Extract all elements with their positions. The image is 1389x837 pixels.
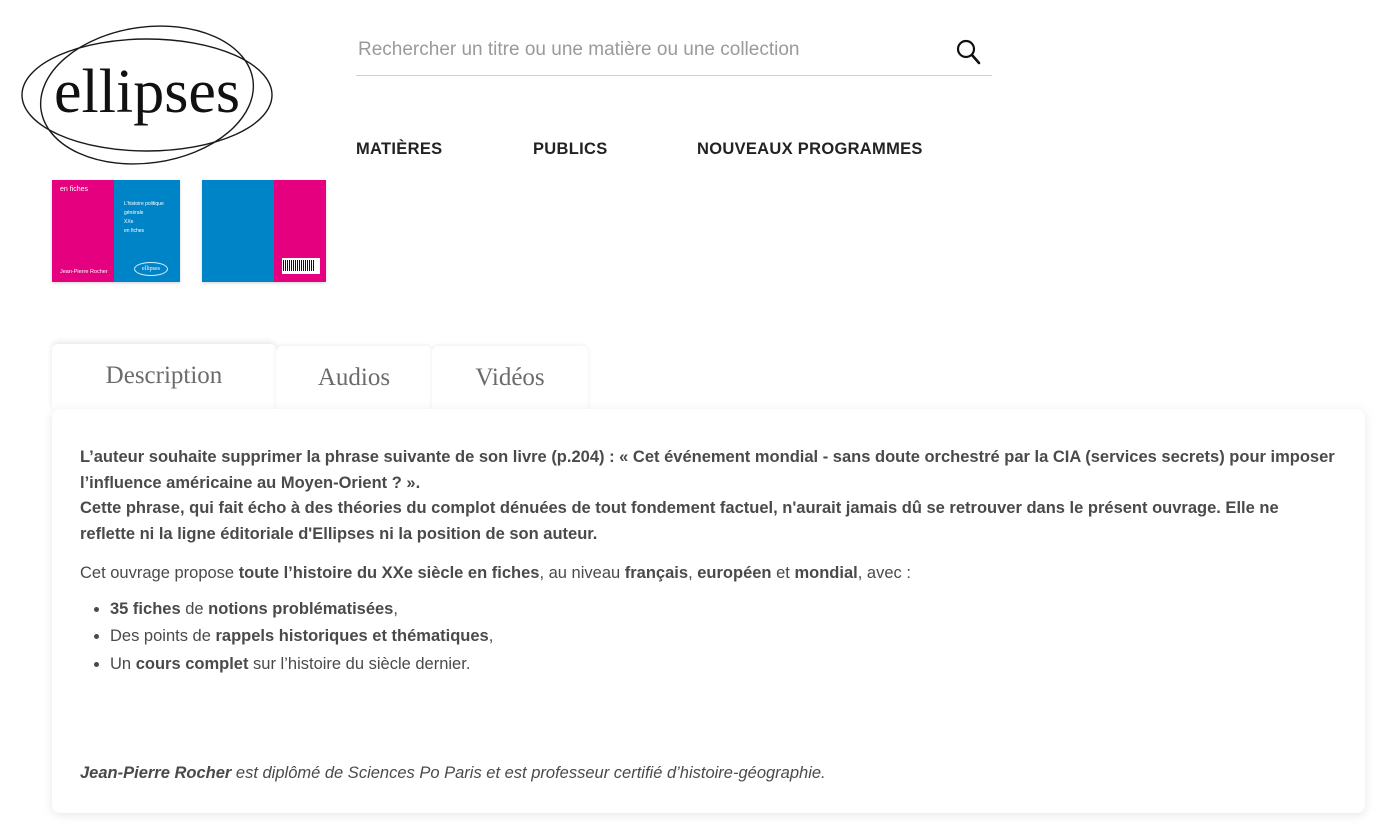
list-item <box>110 597 1337 623</box>
nav-item-publics[interactable]: PUBLICS <box>533 140 608 158</box>
editorial-notice <box>80 445 1337 547</box>
bullet-2-end: , <box>488 627 494 646</box>
bullet-1-bold-lead: 35 fiches <box>110 599 181 618</box>
author-bio <box>80 764 826 783</box>
intro-mid-2: , <box>688 564 698 583</box>
cover-author: Jean-Pierre Rocher <box>60 269 108 275</box>
list-item <box>110 624 1337 650</box>
bullet-3-mid: Un <box>110 654 136 673</box>
intro-mid-1: , au niveau <box>539 564 625 583</box>
intro-bold-4: mondial <box>794 564 858 583</box>
author-bio-text: est diplômé de Sciences Po Paris et est professeur certifié d’histoire-géographie. <box>231 764 826 782</box>
cover-publisher-logo: ellipses <box>134 262 168 276</box>
book-cover-front[interactable] <box>52 180 180 282</box>
author-name: Jean-Pierre Rocher <box>80 764 232 782</box>
svg-text:ellipses: ellipses <box>54 58 240 126</box>
book-cover-back[interactable] <box>202 180 326 282</box>
search-bar[interactable] <box>356 28 992 76</box>
bullet-1-end: , <box>393 599 398 618</box>
notice-line-1: L’auteur souhaite supprimer la phrase suivante de son livre (p.204) : « Cet événement mondial - sans doute orchestré par la CIA (services secrets) pour imposer l’influence américaine au Moyen-Orient ? ». <box>80 448 1335 492</box>
intro-bold-3: européen <box>697 564 772 583</box>
intro-bold-2: français <box>624 564 689 583</box>
bullet-2-mid: Des points de <box>110 627 216 646</box>
book-intro <box>80 561 1337 587</box>
tab-audios[interactable]: Audios <box>276 346 432 409</box>
bullet-1-mid: de <box>180 599 209 618</box>
cover-collection-label: en fiches <box>60 186 89 193</box>
tab-videos[interactable]: Vidéos <box>432 346 588 409</box>
feature-list <box>80 597 1337 678</box>
list-item <box>110 652 1337 678</box>
search-button[interactable] <box>948 34 988 70</box>
bullet-2-bold-tail: rappels historiques et thématiques <box>215 627 489 646</box>
notice-line-2: Cette phrase, qui fait écho à des théories du complot dénuées de tout fondement factuel, n'aurait jamais dû se retrouver dans le présent ouvrage. Elle ne reflette ni la ligne éditoriale d'Ellipses ni la position de son auteur. <box>80 499 1279 543</box>
search-icon <box>948 37 988 67</box>
intro-mid-3: et <box>771 564 795 583</box>
book-cover-thumbnails <box>52 180 332 282</box>
bullet-3-end: sur l’histoire du siècle dernier. <box>248 654 471 673</box>
bullet-3-bold-tail: cours complet <box>135 654 249 673</box>
search-input[interactable] <box>356 28 936 72</box>
cover-title-lines: L’histoire politique générale XXe en fiches <box>124 201 164 234</box>
ellipses-logo[interactable] <box>18 12 276 178</box>
intro-bold-1: toute l’histoire du XXe siècle en fiches <box>238 564 540 583</box>
description-panel <box>52 409 1365 813</box>
tab-description[interactable]: Description <box>52 344 276 409</box>
bullet-1-bold-tail: notions problématisées <box>208 599 394 618</box>
nav-item-nouveaux-programmes[interactable]: NOUVEAUX PROGRAMMES <box>697 140 923 158</box>
intro-before: Cet ouvrage propose <box>80 564 239 583</box>
intro-after: , avec : <box>857 564 911 583</box>
barcode-icon <box>282 258 320 274</box>
nav-item-matieres[interactable]: MATIÈRES <box>356 140 443 158</box>
